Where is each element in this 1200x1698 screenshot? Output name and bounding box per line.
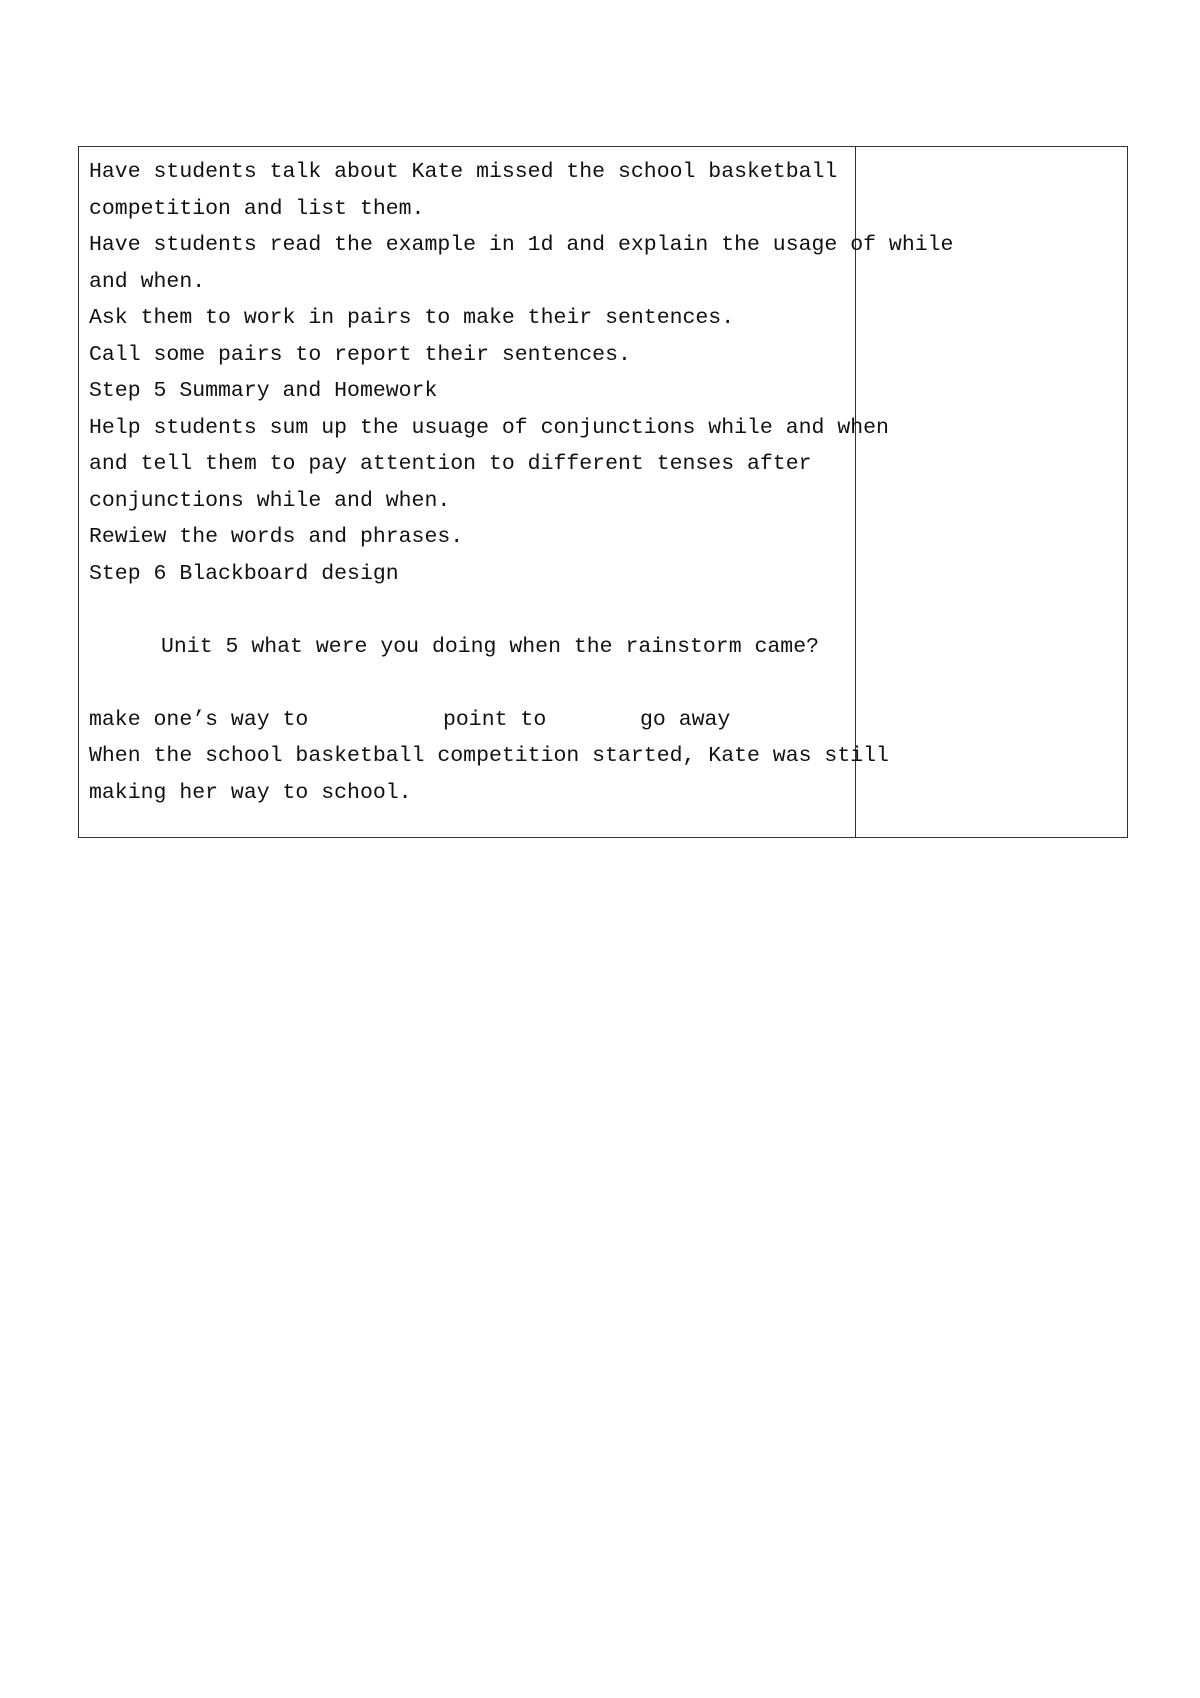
blank-line [89, 592, 855, 629]
lesson-plan-table [78, 146, 1128, 838]
text-line: Rewiew the words and phrases. [89, 525, 464, 549]
text-line: Have students talk about Kate missed the school basketball [89, 160, 838, 184]
lesson-steps-cell [79, 147, 954, 837]
phrase-item: point to [443, 707, 547, 732]
step-heading: Step 5 Summary and Homework [89, 379, 438, 403]
text-line: Have students read the example in 1d and explain the usage of while [89, 233, 954, 257]
notes-cell [856, 147, 1127, 837]
text-line: Ask them to work in pairs to make their sentences. [89, 306, 735, 330]
text-line: competition and list them. [89, 196, 425, 221]
text-line: Help students sum up the usuage of conjunctions while and when [89, 415, 889, 440]
blank-line [89, 665, 855, 702]
phrase-item: make one’s way to [89, 707, 309, 732]
text-line: Call some pairs to report their sentences. [89, 342, 631, 367]
phrase-item: go away [640, 707, 731, 732]
text-line: conjunctions while and when. [89, 488, 451, 513]
example-sentence-line: When the school basketball competition started, Kate was still [89, 744, 889, 768]
text-line: and when. [89, 269, 206, 294]
blackboard-unit-title: Unit 5 what were you doing when the rainstorm came? [161, 634, 820, 659]
text-line: and tell them to pay attention to different tenses after [89, 452, 812, 476]
example-sentence-line: making her way to school. [89, 780, 412, 805]
phrase-list [89, 702, 855, 739]
step-heading: Step 6 Blackboard design [89, 561, 399, 586]
